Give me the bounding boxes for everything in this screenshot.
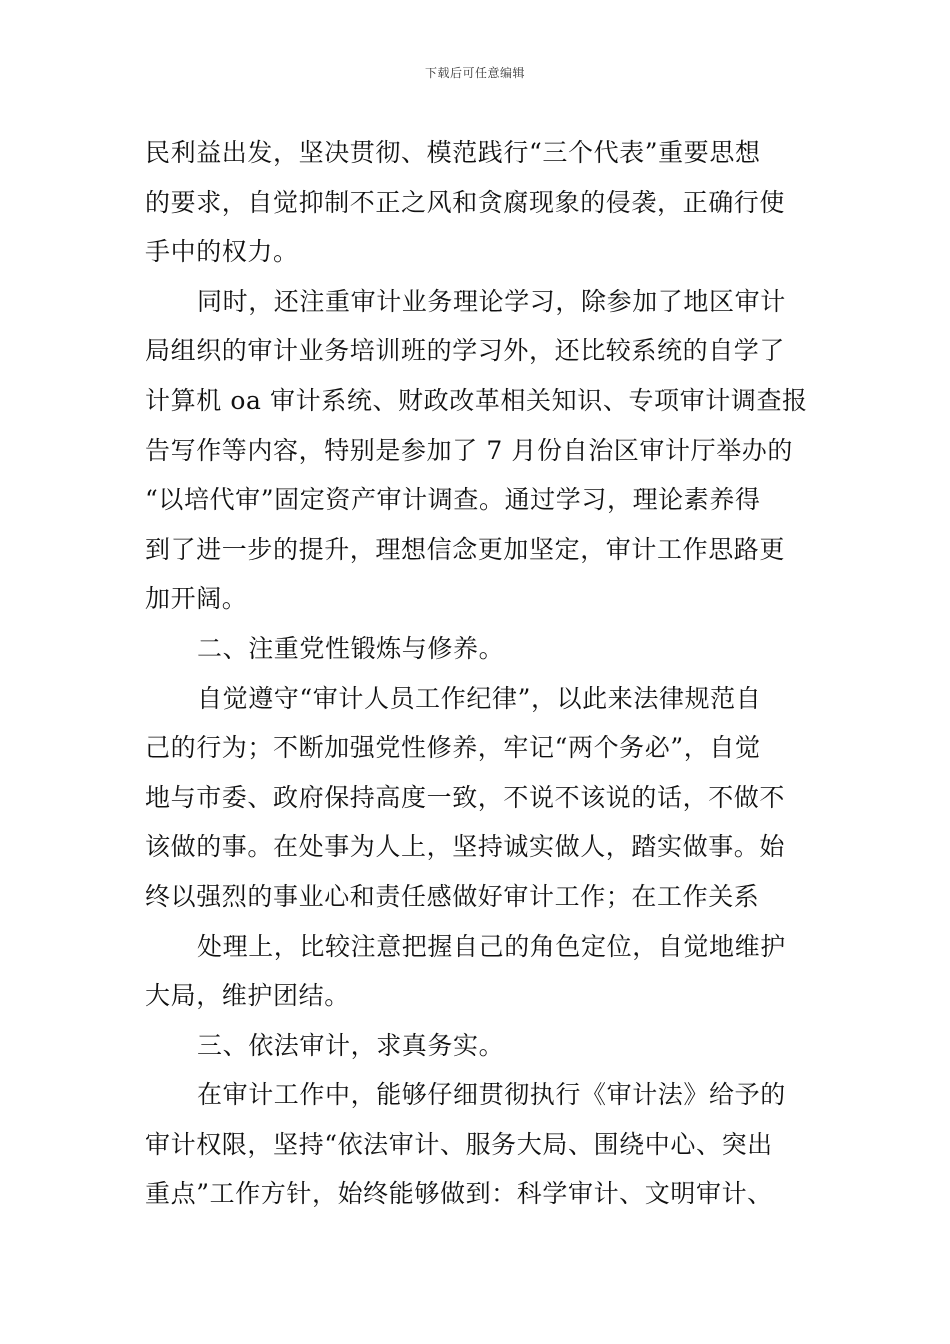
- paragraph-first-line: 同时，还注重审计业务理论学习，除参加了地区审计: [197, 286, 786, 316]
- text-line: 该做的事。在处事为人上，坚持诚实做人，踏实做事。始: [145, 832, 786, 862]
- paragraph-first-line: 自觉遵守“审计人员工作纪律”，以此来法律规范自: [197, 683, 762, 713]
- section-heading: 三、依法审计，求真务实。: [197, 1030, 505, 1060]
- text-line: 局组织的审计业务培训班的学习外，还比较系统的自学了: [145, 336, 786, 366]
- paragraph-first-line: 在审计工作中，能够仔细贯彻执行《审计法》给予的: [197, 1080, 786, 1110]
- text-line: 加开阔。: [145, 584, 248, 614]
- text-line: 地与市委、政府保持高度一致，不说不该说的话，不做不: [145, 782, 786, 812]
- text-line: 己的行为；不断加强党性修养，牢记“两个务必”，自觉: [145, 733, 761, 763]
- text-line: 终以强烈的事业心和责任感做好审计工作；在工作关系: [145, 881, 760, 911]
- text-line: 重点”工作方针，始终能够做到：科学审计、文明审计、: [145, 1179, 773, 1209]
- text-line: “以培代审”固定资产审计调查。通过学习，理论素养得: [145, 485, 761, 515]
- document-body: [145, 128, 810, 1219]
- section-heading: 二、注重党性锻炼与修养。: [197, 633, 505, 663]
- text-line: 的要求，自觉抑制不正之风和贪腐现象的侵袭，正确行使: [145, 187, 786, 217]
- text-line: 大局，维护团结。: [145, 981, 350, 1011]
- page-header: 下载后可任意编辑: [424, 66, 525, 80]
- text-line: 民利益出发，坚决贯彻、模范践行“三个代表”重要思想: [145, 138, 761, 167]
- text-line: 告写作等内容，特别是参加了 7 月份自治区审计厅举办的: [145, 435, 794, 465]
- text-line: 审计权限，坚持“依法审计、服务大局、围绕中心、突出: [145, 1129, 773, 1159]
- paragraph-first-line: 处理上，比较注意把握自己的角色定位，自觉地维护: [197, 931, 786, 961]
- text-line: 计算机 oa 审计系统、财政改革相关知识、专项审计调查报: [145, 385, 808, 415]
- text-line: 手中的权力。: [145, 237, 299, 267]
- text-line: 到了进一步的提升，理想信念更加坚定，审计工作思路更: [145, 534, 786, 564]
